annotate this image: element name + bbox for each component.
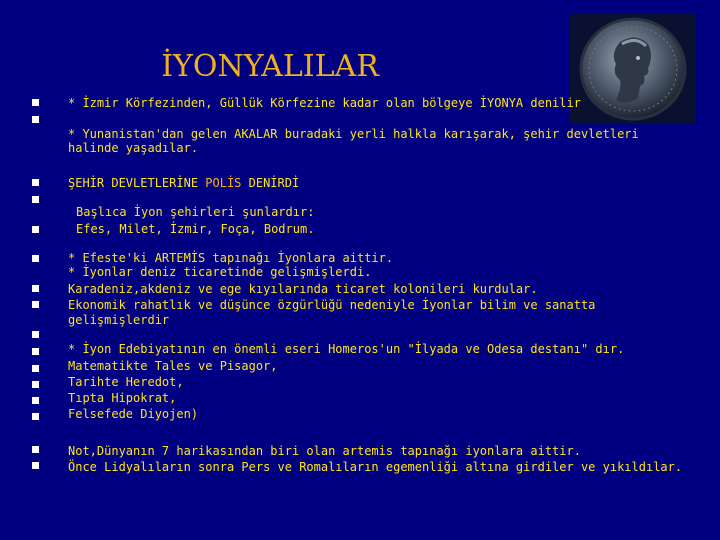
line-polis xyxy=(68,176,299,190)
bullet xyxy=(32,255,39,262)
bullet xyxy=(32,116,39,123)
bullet xyxy=(32,331,39,338)
line-medicine: Tıpta Hipokrat, xyxy=(68,391,177,405)
polis-suffix: DENİRDİ xyxy=(241,176,300,190)
line-note: Not,Dünyanın 7 harikasından biri olan artemis tapınağı iyonlara aittir. xyxy=(68,444,581,458)
line-ionia-region: * İzmir Körfezinden, Güllük Körfezine kadar olan bölgeye İYONYA denilir xyxy=(68,96,581,110)
bullet xyxy=(32,413,39,420)
line-science: Ekonomik rahatlık ve düşünce özgürlüğü nedeniyle İyonlar bilim ve sanatta xyxy=(68,298,596,312)
line-philosophy: Felsefede Diyojen) xyxy=(68,407,199,421)
bullet xyxy=(32,179,39,186)
coin-portrait-icon xyxy=(570,14,696,124)
bullet xyxy=(32,285,39,292)
line-conquest: Önce Lidyalıların sonra Pers ve Romalıların egemenliği altına girdiler ve yıkıldılar. xyxy=(68,460,683,474)
line-akalar: * Yunanistan'dan gelen AKALAR buradaki yerli halkla karışarak, şehir devletleri xyxy=(68,127,639,141)
line-science-cont: gelişmişlerdir xyxy=(68,313,170,327)
polis-prefix: ŞEHİR DEVLETLERİNE xyxy=(68,176,206,190)
line-history: Tarihte Heredot, xyxy=(68,375,184,389)
coin-image xyxy=(570,14,696,124)
bullet xyxy=(32,446,39,453)
polis-word: POLİS xyxy=(205,176,242,190)
bullet xyxy=(32,196,39,203)
bullet xyxy=(32,462,39,469)
line-sea-trade: * İyonlar deniz ticaretinde gelişmişlerdi. xyxy=(68,265,372,279)
line-colonies: Karadeniz,akdeniz ve ege kıyılarında ticaret kolonileri kurdular. xyxy=(68,282,538,296)
line-literature: * İyon Edebiyatının en önemli eseri Homeros'un "İlyada ve Odesa destanı" dır. xyxy=(68,342,625,356)
bullet xyxy=(32,365,39,372)
slide-title: İYONYALILAR xyxy=(161,49,379,84)
bullet xyxy=(32,301,39,308)
line-artemis: * Efeste'ki ARTEMİS tapınağı İyonlara aittir. xyxy=(68,251,394,265)
line-akalar-cont: halinde yaşadılar. xyxy=(68,141,199,155)
bullet xyxy=(32,226,39,233)
bullet xyxy=(32,397,39,404)
bullet xyxy=(32,99,39,106)
bullet xyxy=(32,381,39,388)
line-cities-heading: Başlıca İyon şehirleri şunlardır: xyxy=(76,205,315,219)
line-math: Matematikte Tales ve Pisagor, xyxy=(68,359,278,373)
bullet xyxy=(32,348,39,355)
line-cities: Efes, Milet, İzmir, Foça, Bodrum. xyxy=(76,222,315,236)
